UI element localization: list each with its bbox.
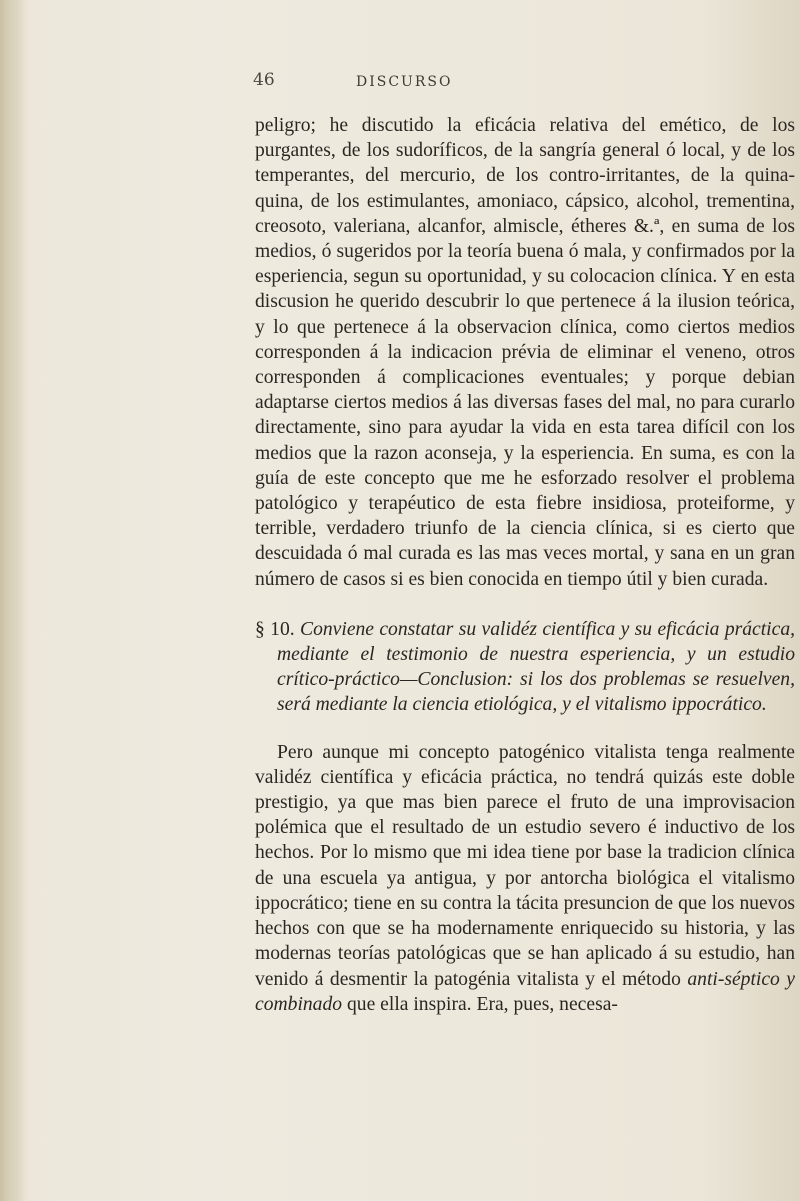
page-binding-edge: [0, 0, 26, 1201]
section-heading: [255, 617, 795, 718]
paragraph-continuation: peligro; he discutido la eficácia relativa del emético, de los purgantes, de los sudoríficos, de la sangría general ó local, y de los temperantes, del mercurio, de los contro-irritantes, de la quina-quina, de los estimulantes, amoniaco, cápsico, alcohol, trementina, creosoto, valeriana, alcanfor, almiscle, étheres &.ª, en suma de los medios, ó sugeridos por la teoría buena ó mala, y confirmados por la esperiencia, segun su oportunidad, y su colocacion clínica. Y en esta discusion he querido descubrir lo que pertenece á la ilusion teórica, y lo que pertenece á la observacion clínica, como ciertos medios corresponden á la indicacion prévia de eliminar el veneno, otros corresponden á complicaciones eventuales; y porque debian adaptarse ciertos medios á las diversas fases del mal, no para curarlo directamente, sino para ayudar la vida en esta tarea difícil con los medios que la razon aconseja, y la esperiencia. En suma, es con la guía de este concepto que me he esforzado resolver el problema patológico y terapéutico de esta fiebre insidiosa, proteiforme, y terrible, verdadero triunfo de la ciencia clínica, si es cierto que descuidada ó mal curada es las mas veces mortal, y sana en un gran número de casos si es bien conocida en tiempo útil y bien curada.: [255, 115, 795, 590]
section-title: Conviene constatar su validéz científica y su eficácia práctica, mediante el testimonio de nuestra esperiencia, y un estudio crítico-práctico—Conclusion: si los dos problemas se resuelven, será mediante la ciencia etiológica, y el vitalismo ippocrático.: [277, 618, 796, 716]
page-header: [0, 70, 800, 100]
paragraph-text: Pero aunque mi concepto patogénico vitalista tenga realmente validéz científica y eficácia práctica, no tendrá quizás este doble prestigio, ya que mas bien parece el fruto de una improvisacion polémica que el resultado de un estudio severo é inductivo de los hechos. Por lo mismo que mi idea tiene por base la tradicion clínica de una escuela ya antigua, y por antorcha biológica el vitalismo ippocrático; tiene en su contra la tácita presuncion de que los nuevos hechos con que se ha modernamente enriquecido su historia, y las modernas teorías patológicas que se han aplicado á su estudio, han venido á desmentir la patogénia vitalista y el método: [255, 741, 795, 990]
paragraph-text-end: que ella inspira. Era, pues, necesa-: [346, 993, 618, 1015]
body-text: [255, 113, 795, 1017]
paragraph-italic-phrase: anti-séptico y combinado: [255, 968, 795, 1015]
section-marker: § 10.: [255, 618, 295, 640]
running-head: DISCURSO: [356, 74, 453, 90]
paragraph: [255, 740, 795, 1017]
page-number: 46: [253, 70, 275, 90]
